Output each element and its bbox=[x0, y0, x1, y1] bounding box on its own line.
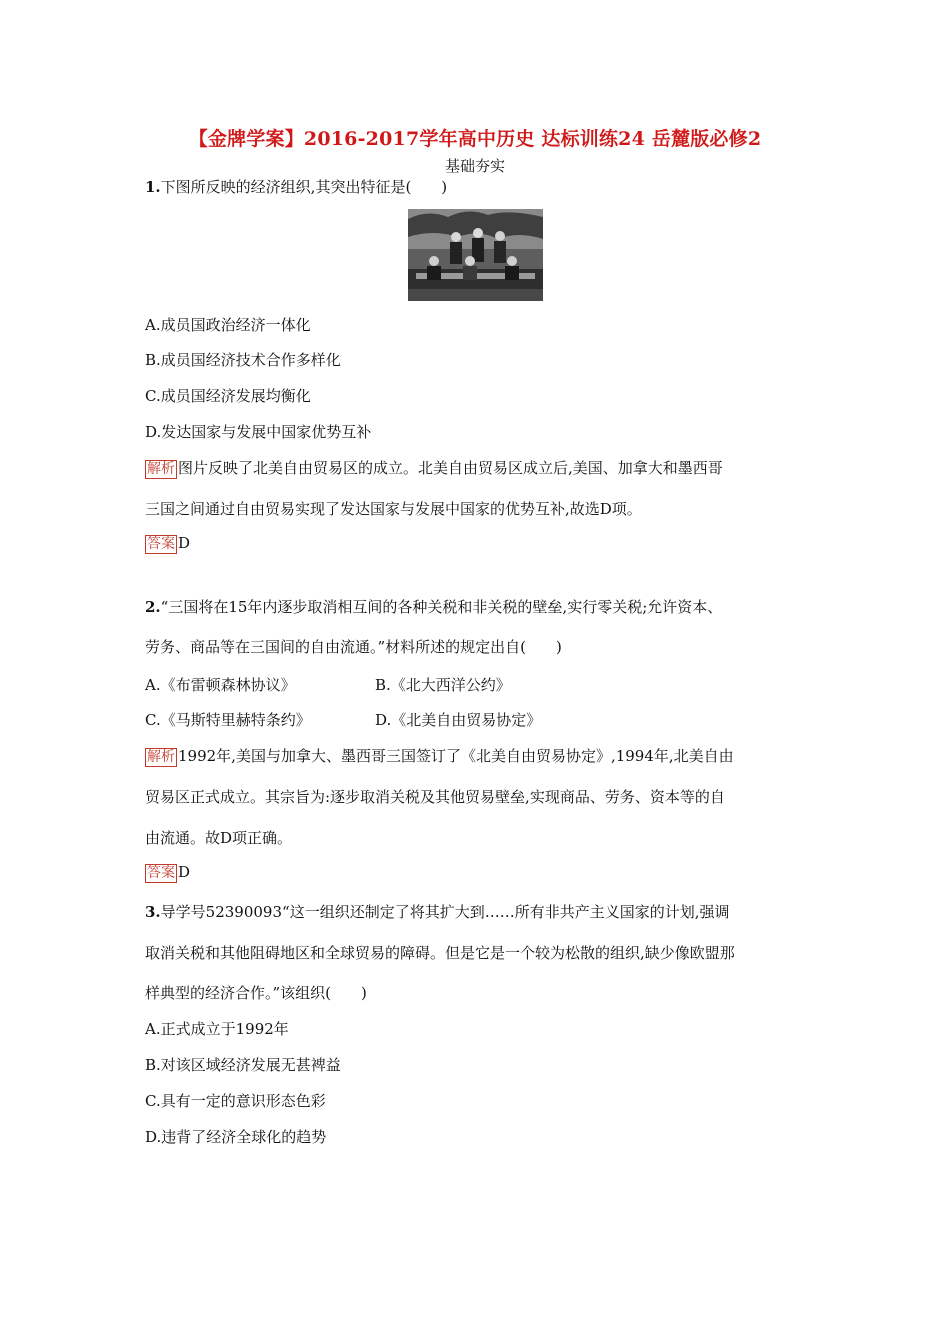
question-2-option-b: B.《北大西洋公约》 bbox=[375, 676, 511, 694]
answer-tag: 答案 bbox=[147, 865, 175, 881]
question-3-text-line-2: 取消关税和其他阻碍地区和全球贸易的障碍。但是它是一个较为松散的组织,缺少像欧盟那 bbox=[145, 944, 735, 962]
question-2-analysis bbox=[145, 745, 734, 767]
question-1-analysis-line-2: 三国之间通过自由贸易实现了发达国家与发展中国家的优势互补,故选D项。 bbox=[145, 500, 642, 518]
question-3-stem bbox=[145, 901, 729, 922]
question-3-option-c: C.具有一定的意识形态色彩 bbox=[145, 1092, 326, 1110]
question-2-text-line-2: 劳务、商品等在三国间的自由流通。”材料所述的规定出自( ) bbox=[145, 638, 562, 656]
question-2-option-d: D.《北美自由贸易协定》 bbox=[375, 711, 542, 729]
section-heading: 基础夯实 bbox=[444, 157, 505, 175]
question-2-option-a: A.《布雷顿森林协议》 bbox=[145, 676, 296, 694]
question-1-answer bbox=[145, 534, 190, 554]
question-2-answer-value: D bbox=[178, 863, 191, 881]
question-2-analysis-line-2: 贸易区正式成立。其宗旨为:逐步取消关税及其他贸易壁垒,实现商品、劳务、资本等的自 bbox=[145, 788, 725, 806]
question-2-analysis-line-1: 1992年,美国与加拿大、墨西哥三国签订了《北美自由贸易协定》,1994年,北美自由 bbox=[178, 747, 734, 765]
question-2-number: 2. bbox=[145, 598, 161, 616]
question-1-option-c: C.成员国经济发展均衡化 bbox=[145, 387, 311, 405]
analysis-tag: 解析 bbox=[147, 749, 175, 765]
question-1-option-b: B.成员国经济技术合作多样化 bbox=[145, 351, 341, 369]
question-1-option-a: A.成员国政治经济一体化 bbox=[145, 316, 311, 334]
question-2-analysis-line-3: 由流通。故D项正确。 bbox=[145, 829, 293, 847]
question-3-option-a: A.正式成立于1992年 bbox=[145, 1020, 289, 1038]
question-2-stem bbox=[145, 596, 722, 617]
question-1-option-d: D.发达国家与发展中国家优势互补 bbox=[145, 423, 372, 441]
question-3-number: 3. bbox=[145, 903, 161, 921]
question-1-answer-value: D bbox=[178, 534, 191, 552]
question-3-option-b: B.对该区域经济发展无甚裨益 bbox=[145, 1056, 341, 1074]
question-3-text-line-1: 导学号52390093“这一组织还制定了将其扩大到……所有非共产主义国家的计划,强调 bbox=[160, 903, 730, 921]
document-title: 【金牌学案】2016-2017学年高中历史 达标训练24 岳麓版必修2 bbox=[188, 128, 762, 150]
question-1-stem bbox=[145, 176, 447, 197]
question-1-number: 1. bbox=[145, 178, 161, 196]
question-3-option-d: D.违背了经济全球化的趋势 bbox=[145, 1128, 327, 1146]
answer-tag: 答案 bbox=[147, 536, 175, 552]
analysis-tag: 解析 bbox=[147, 461, 175, 477]
question-2-option-c: C.《马斯特里赫特条约》 bbox=[145, 711, 311, 729]
question-1-analysis bbox=[145, 457, 723, 479]
photo-illustration bbox=[408, 209, 543, 301]
question-2-answer bbox=[145, 863, 190, 883]
question-2-text-line-1: “三国将在15年内逐步取消相互间的各种关税和非关税的壁垒,实行零关税;允许资本、 bbox=[160, 598, 723, 616]
question-1-text: 下图所反映的经济组织,其突出特征是( ) bbox=[160, 178, 448, 196]
question-1-analysis-line-1: 图片反映了北美自由贸易区的成立。北美自由贸易区成立后,美国、加拿大和墨西哥 bbox=[178, 459, 723, 477]
signing-ceremony-photo bbox=[408, 209, 543, 301]
question-3-text-line-3: 样典型的经济合作。”该组织( ) bbox=[145, 984, 367, 1002]
